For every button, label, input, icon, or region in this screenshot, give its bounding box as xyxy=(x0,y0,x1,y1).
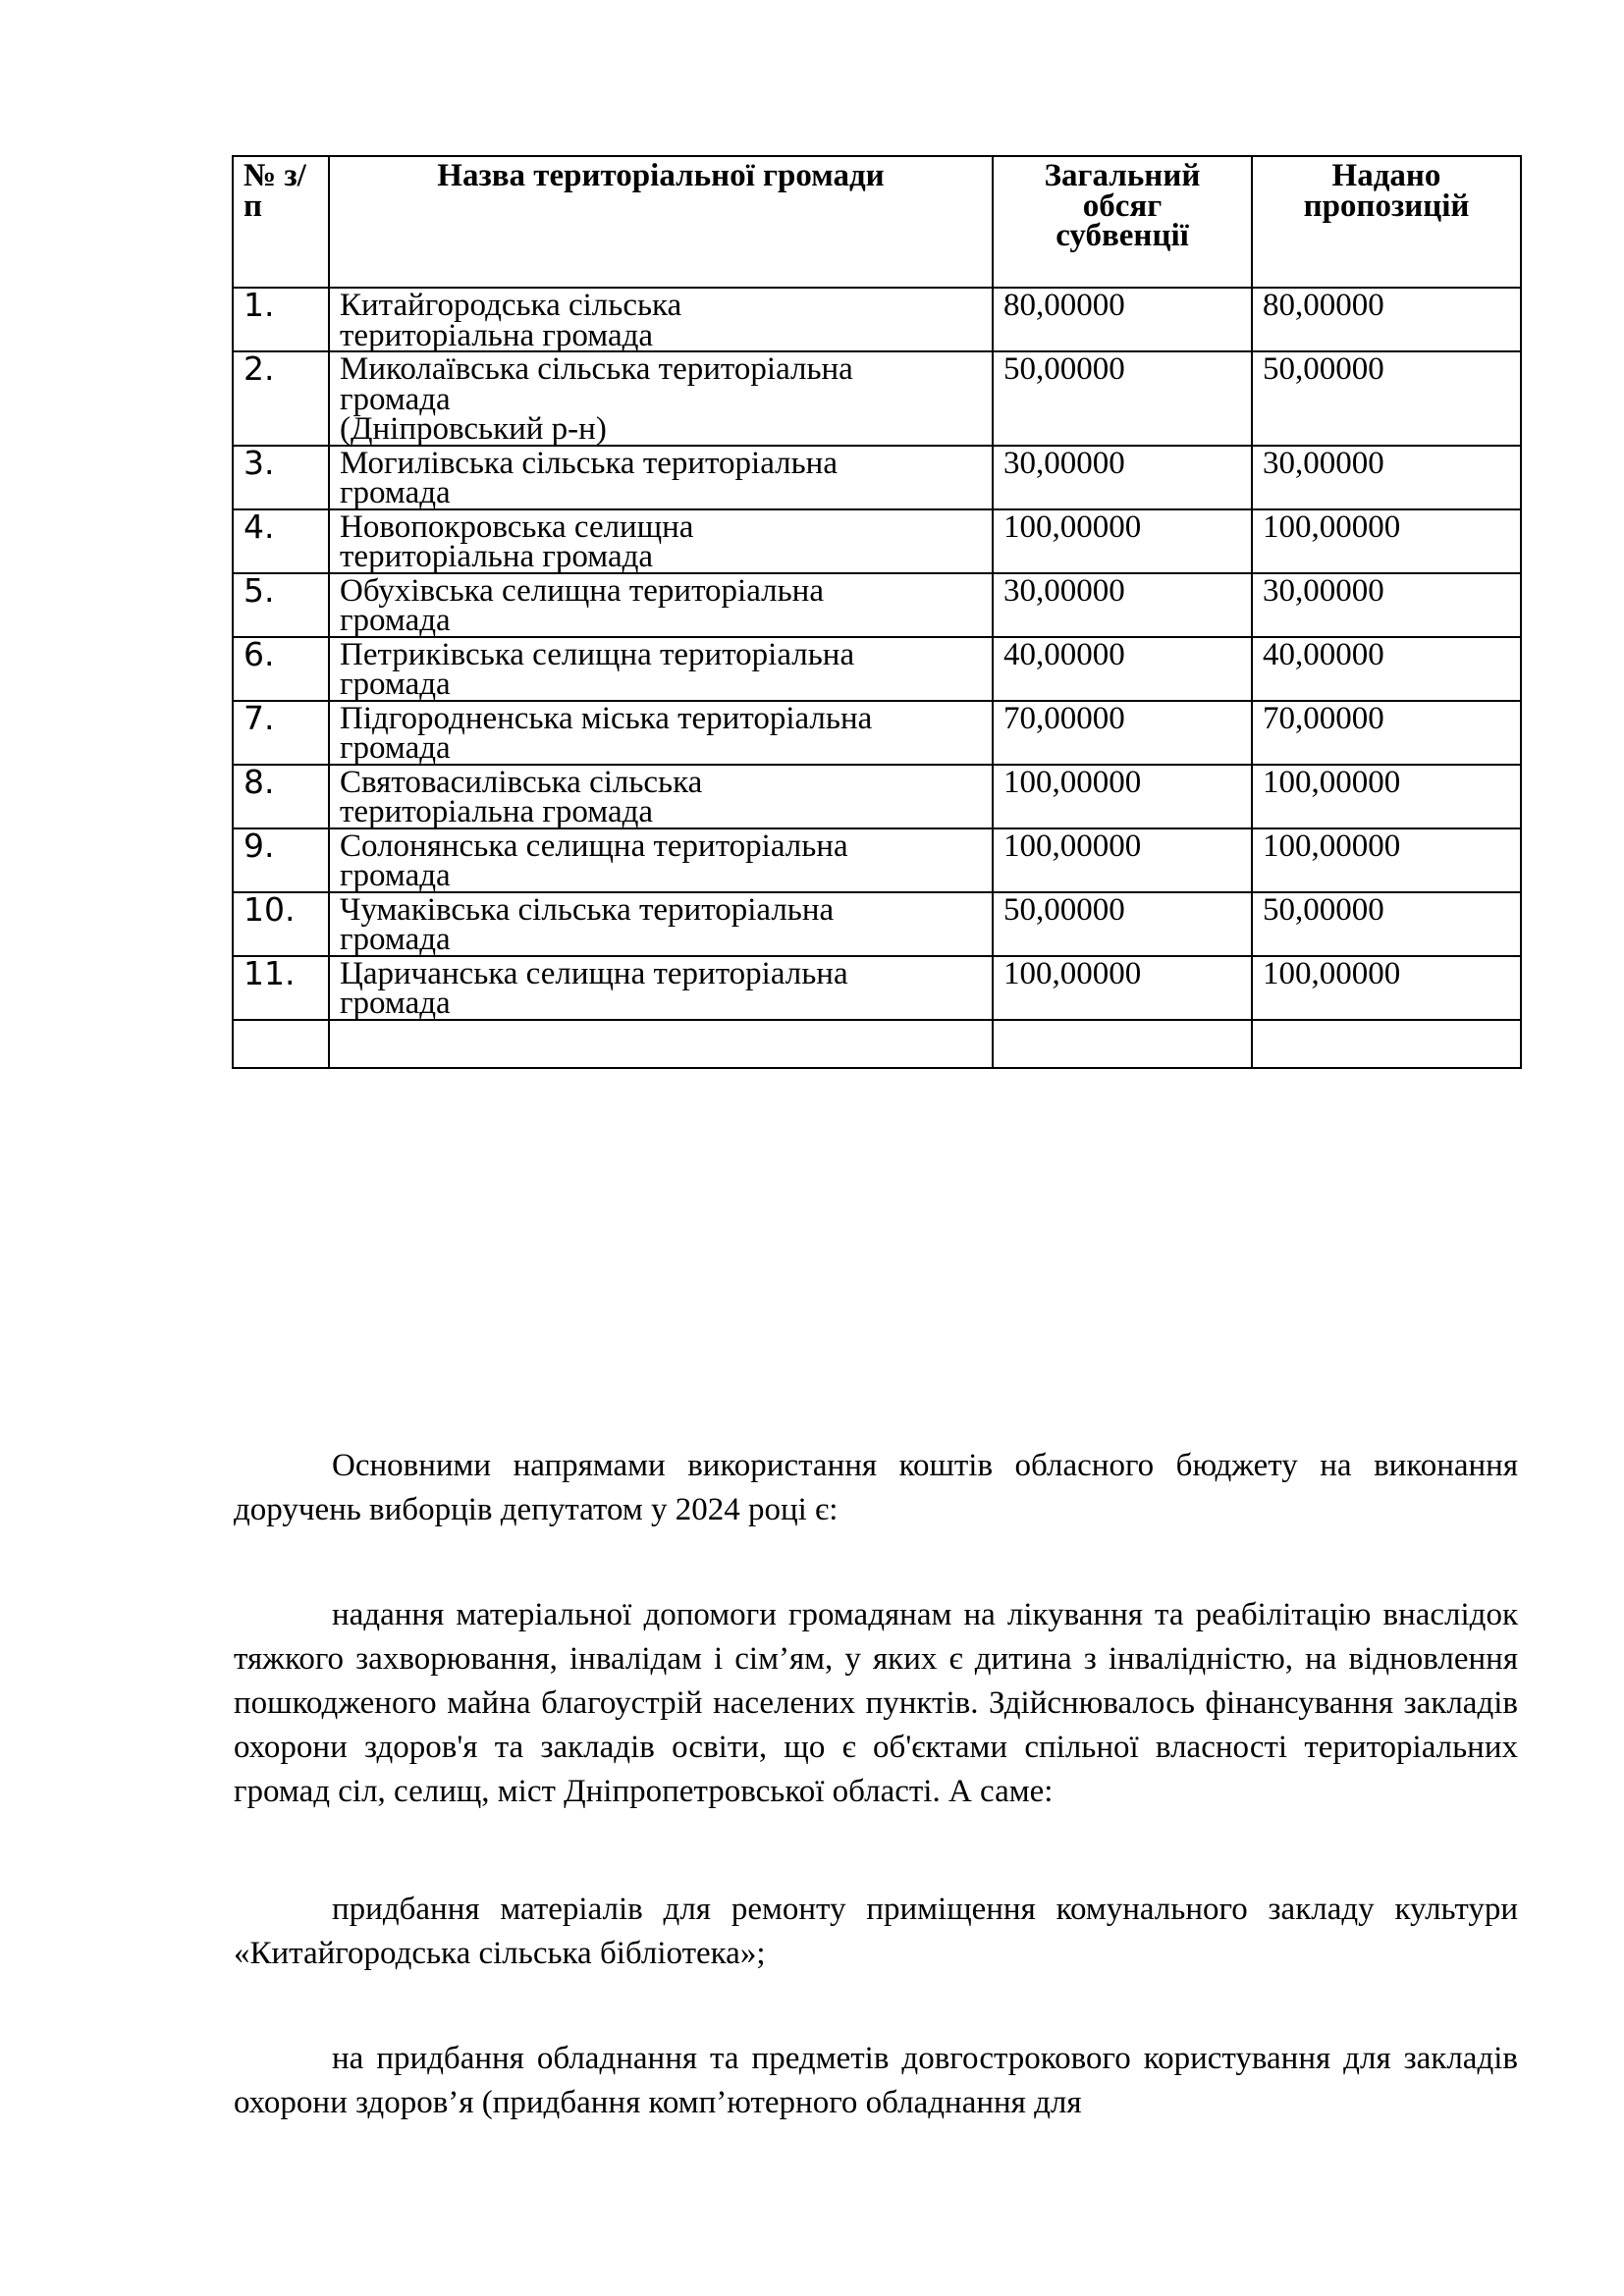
community-name xyxy=(329,701,993,765)
total-subvention: 70,00000 xyxy=(993,701,1252,765)
row-number: 8. xyxy=(233,765,329,828)
row-number: 2. xyxy=(233,351,329,446)
community-name-line: Китайгородська сільська xyxy=(340,288,682,323)
proposals-given: 40,00000 xyxy=(1252,637,1521,701)
empty-cell xyxy=(993,1020,1252,1068)
community-name-line: громада xyxy=(340,603,451,638)
community-name-line: громада xyxy=(340,858,451,893)
table-row xyxy=(233,892,1521,956)
community-name-line: Могилівська сільська територіальна xyxy=(340,445,838,481)
row-number: 1. xyxy=(233,288,329,351)
community-name-line: громада xyxy=(340,667,451,702)
community-name-line: Царичанська селищна територіальна xyxy=(340,955,848,991)
table-row xyxy=(233,637,1521,701)
community-name xyxy=(329,509,993,573)
community-name-line: громада xyxy=(340,381,451,417)
total-subvention: 100,00000 xyxy=(993,828,1252,892)
community-name xyxy=(329,637,993,701)
community-name-line: громада xyxy=(340,922,451,957)
paragraph-equipment: на придбання обладнання та предметів довгострокового користування для закладів охорони здоров’я (придбання комп’ютерного обладнання для xyxy=(234,2041,1518,2120)
row-number: 6. xyxy=(233,637,329,701)
total-subvention: 50,00000 xyxy=(993,892,1252,956)
total-subvention: 50,00000 xyxy=(993,351,1252,446)
proposals-given: 30,00000 xyxy=(1252,573,1521,637)
total-subvention: 80,00000 xyxy=(993,288,1252,351)
paragraph-main-directions: Основними напрямами використання коштів обласного бюджету на виконання доручень виборців депутатом у 2024 році є: xyxy=(234,1448,1518,1527)
community-name-line: територіальна громада xyxy=(340,317,654,353)
header-proposals: Надано пропозицій xyxy=(1252,156,1521,288)
community-name-line: Підгородненська міська територіальна xyxy=(340,700,873,736)
proposals-given: 30,00000 xyxy=(1252,446,1521,509)
community-name-line: (Дніпровський р-н) xyxy=(340,411,607,447)
total-subvention: 100,00000 xyxy=(993,956,1252,1020)
proposals-given: 100,00000 xyxy=(1252,956,1521,1020)
table-row xyxy=(233,509,1521,573)
table-row xyxy=(233,701,1521,765)
community-name xyxy=(329,446,993,509)
header-num: № з/п xyxy=(233,156,329,288)
table-row xyxy=(233,351,1521,446)
community-name-line: Новопокровська селищна xyxy=(340,508,694,545)
proposals-given: 100,00000 xyxy=(1252,765,1521,828)
community-name xyxy=(329,956,993,1020)
community-name-line: Обухівська селищна територіальна xyxy=(340,572,824,609)
community-name-line: громада xyxy=(340,730,451,766)
row-number: 4. xyxy=(233,509,329,573)
empty-cell xyxy=(1252,1020,1521,1068)
table-row xyxy=(233,765,1521,828)
empty-cell xyxy=(233,1020,329,1068)
row-number: 3. xyxy=(233,446,329,509)
table-row xyxy=(233,573,1521,637)
empty-cell xyxy=(329,1020,993,1068)
community-name xyxy=(329,573,993,637)
community-name xyxy=(329,351,993,446)
total-subvention: 30,00000 xyxy=(993,573,1252,637)
row-number: 11. xyxy=(233,956,329,1020)
header-name: Назва територіальної громади xyxy=(329,156,993,288)
community-name-line: Святовасилівська сільська xyxy=(340,764,703,800)
header-total: Загальний обсяг субвенції xyxy=(993,156,1252,288)
table-row-empty xyxy=(233,1020,1521,1068)
community-name-line: громада xyxy=(340,986,451,1021)
community-name-line: громада xyxy=(340,475,451,510)
community-name-line: Петриківська селищна територіальна xyxy=(340,636,855,672)
proposals-given: 50,00000 xyxy=(1252,351,1521,446)
table-row xyxy=(233,956,1521,1020)
total-subvention: 100,00000 xyxy=(993,509,1252,573)
paragraph-library-repair: придбання матеріалів для ремонту приміщення комунального закладу культури «Китайгородська сільська бібліотека»; xyxy=(234,1892,1518,1971)
community-name-line: територіальна громада xyxy=(340,539,654,574)
table-row xyxy=(233,828,1521,892)
community-name xyxy=(329,828,993,892)
community-name-line: територіальна громада xyxy=(340,794,654,829)
table-header-row xyxy=(233,156,1521,288)
total-subvention: 30,00000 xyxy=(993,446,1252,509)
row-number: 10. xyxy=(233,892,329,956)
table-row xyxy=(233,288,1521,351)
subvention-table xyxy=(232,155,1522,1069)
community-name xyxy=(329,288,993,351)
community-name-line: Солонянська селищна територіальна xyxy=(340,828,848,864)
community-name-line: Миколаївська сільська територіальна xyxy=(340,351,853,387)
total-subvention: 40,00000 xyxy=(993,637,1252,701)
proposals-given: 70,00000 xyxy=(1252,701,1521,765)
total-subvention: 100,00000 xyxy=(993,765,1252,828)
row-number: 7. xyxy=(233,701,329,765)
proposals-given: 100,00000 xyxy=(1252,828,1521,892)
community-name xyxy=(329,765,993,828)
community-name xyxy=(329,892,993,956)
proposals-given: 50,00000 xyxy=(1252,892,1521,956)
row-number: 9. xyxy=(233,828,329,892)
proposals-given: 100,00000 xyxy=(1252,509,1521,573)
paragraph-material-assistance: надання матеріальної допомоги громадянам на лікування та реабілітацію внаслідок тяжкого захворювання, інвалідам і сім’ям, у яких є дитина з інвалідністю, на відновлення пошкодженого майна благоустрій населених пунктів. Здійснювалось фінансування закладів охорони здоров'я та закладів освіти, що є об'єктами спільної власності територіальних громад сіл, селищ, міст Дніпропетровської області. А саме: xyxy=(234,1597,1518,1809)
community-name-line: Чумаківська сільська територіальна xyxy=(340,891,835,928)
proposals-given: 80,00000 xyxy=(1252,288,1521,351)
row-number: 5. xyxy=(233,573,329,637)
table-row xyxy=(233,446,1521,509)
